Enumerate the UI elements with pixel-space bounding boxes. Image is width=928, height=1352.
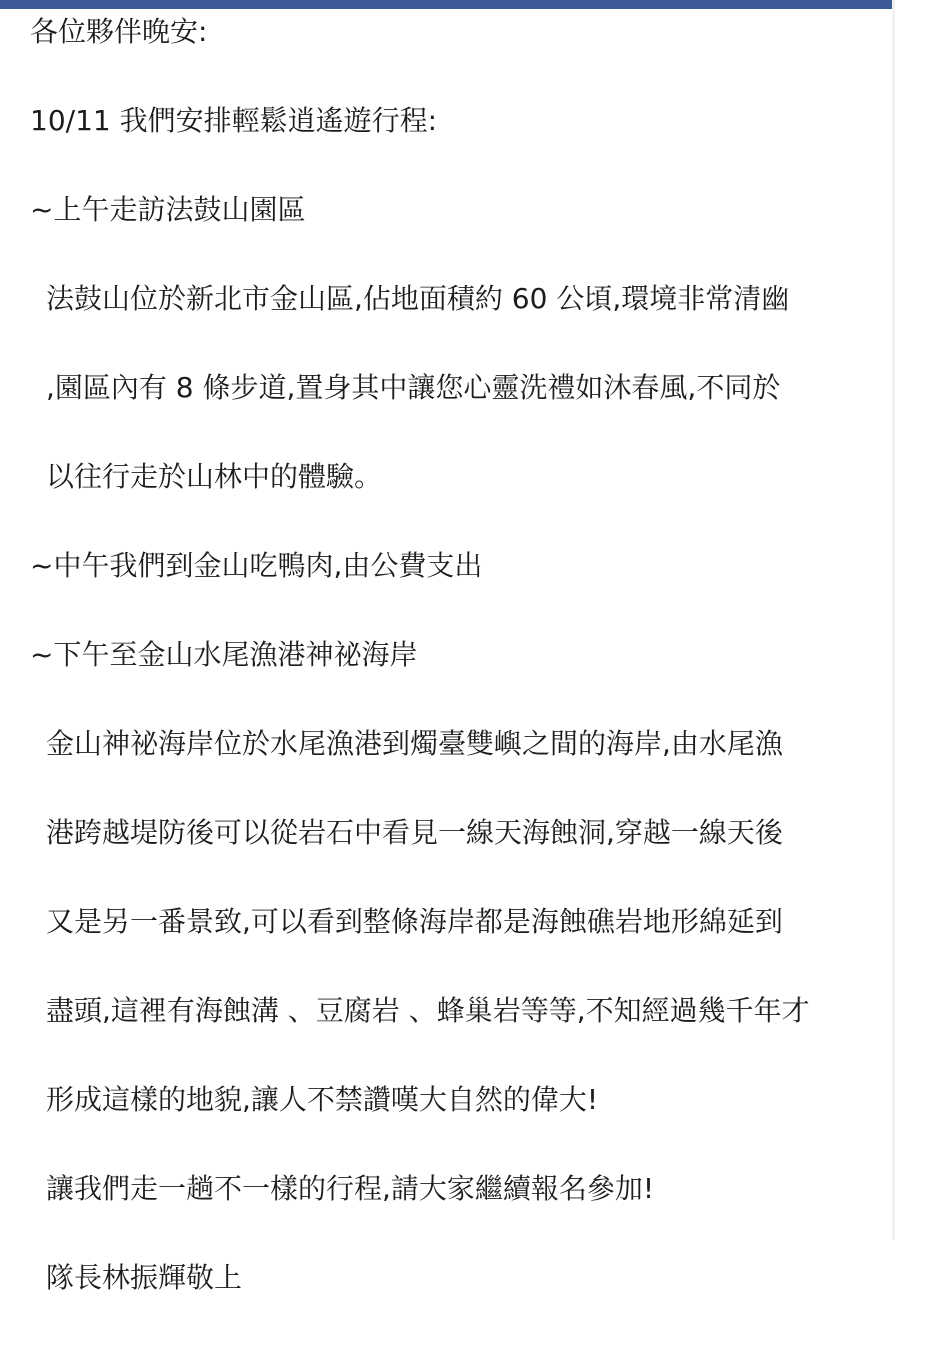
intro-line: 10/11 我們安排輕鬆逍遙遊行程:: [30, 104, 438, 137]
signature: 隊長林振輝敬上: [46, 1261, 243, 1294]
paragraph-line: 盡頭,這裡有海蝕溝 、豆腐岩 、蜂巢岩等等,不知經過幾千年才: [46, 994, 810, 1027]
section-heading-afternoon: ~下午至金山水尾漁港神祕海岸: [30, 638, 418, 671]
paragraph-line: 法鼓山位於新北市金山區,佔地面積約 60 公頃,環境非常清幽: [46, 282, 790, 315]
paragraph-line: 形成這樣的地貌,讓人不禁讚嘆大自然的偉大!: [46, 1083, 599, 1116]
paragraph-line: ,園區內有 8 條步道,置身其中讓您心靈洗禮如沐春風,不同於: [46, 371, 781, 404]
paragraph-line: 港跨越堤防後可以從岩石中看見一線天海蝕洞,穿越一線天後: [46, 816, 783, 849]
closing-line: 讓我們走一趟不一樣的行程,請大家繼續報名參加!: [46, 1172, 655, 1205]
paragraph-line: 金山神祕海岸位於水尾漁港到燭臺雙嶼之間的海岸,由水尾漁: [46, 727, 783, 760]
section-heading-morning: ~上午走訪法鼓山園區: [30, 193, 306, 226]
greeting: 各位夥伴晚安:: [30, 15, 208, 48]
paragraph-line: 又是另一番景致,可以看到整條海岸都是海蝕礁岩地形綿延到: [46, 905, 783, 938]
section-heading-noon: ~中午我們到金山吃鴨肉,由公費支出: [30, 549, 483, 582]
paragraph-line: 以往行走於山林中的體驗。: [46, 460, 383, 493]
